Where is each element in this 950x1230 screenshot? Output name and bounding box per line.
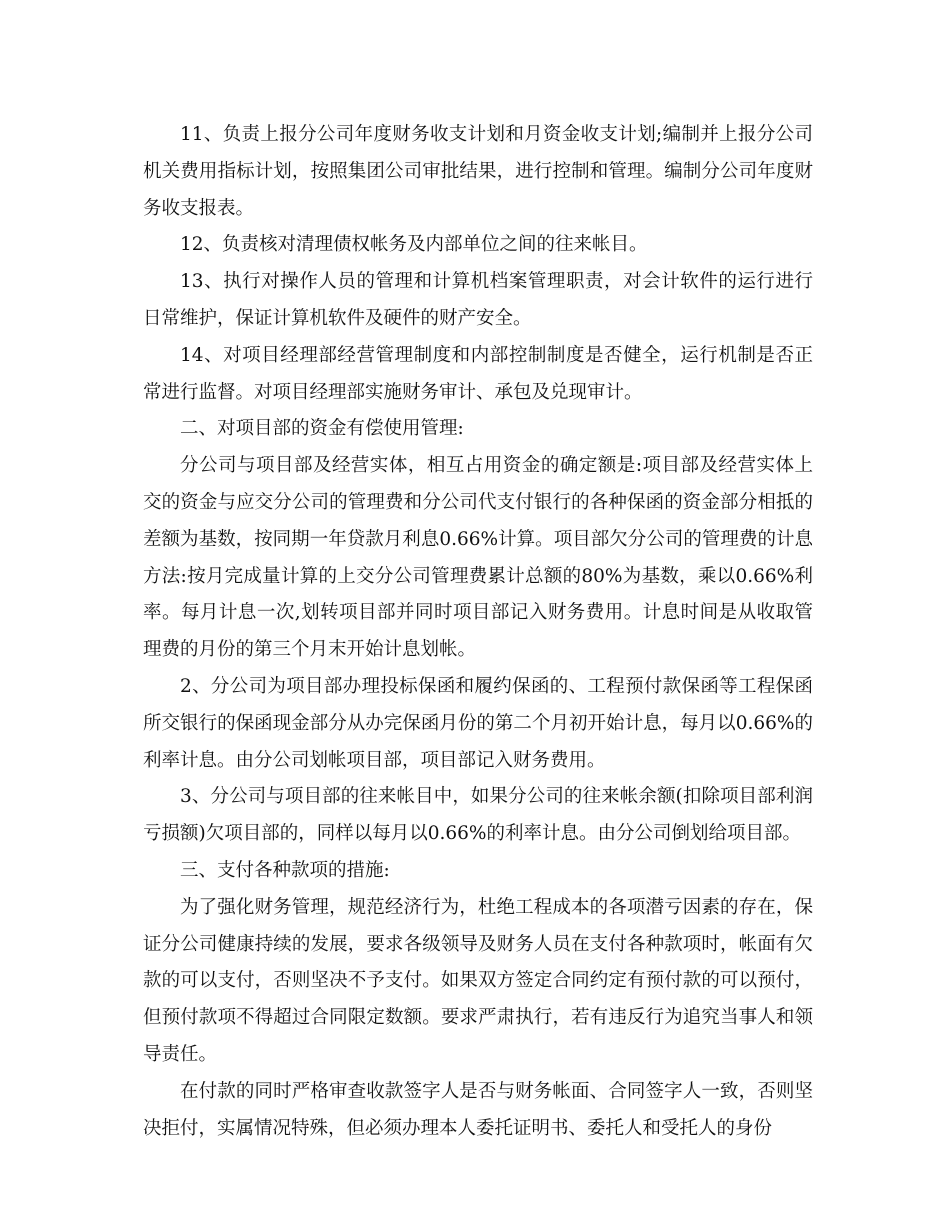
section-heading-payment-measures: 三、支付各种款项的措施: (180, 859, 390, 881)
paragraph-item-14: 14、对项目经理部经营管理制度和内部控制制度是否健全，运行机制是否正常进行监督。对项目经理部实施财务审计、承包及兑现审计。 (143, 344, 813, 403)
paragraph-signatory-check: 在付款的同时严格审查收款签字人是否与财务帐面、合同签字人一致，否则坚决拒付，实属情况特殊，但必须办理本人委托证明书、委托人和受托人的身份 (143, 1080, 813, 1139)
paragraph-payment-control: 为了强化财务管理，规范经济行为，杜绝工程成本的各项潜亏因素的存在，保证分公司健康持续的发展，要求各级领导及财务人员在支付各种款项时，帐面有欠款的可以支付，否则坚决不予支付。如果双方签定合同约定有预付款的可以预付，但预付款项不得超过合同限定数额。要求严肃执行，若有违反行为追究当事人和领导责任。 (143, 896, 813, 1065)
paragraph-item-11: 11、负责上报分公司年度财务收支计划和月资金收支计划;编制并上报分公司机关费用指标计划，按照集团公司审批结果，进行控制和管理。编制分公司年度财务收支报表。 (143, 124, 813, 219)
section-heading-capital-use: 二、对项目部的资金有偿使用管理: (180, 418, 464, 440)
paragraph-capital-occupation: 分公司与项目部及经营实体，相互占用资金的确定额是:项目部及经营实体上交的资金与应交分公司的管理费和分公司代支付银行的各种保函的资金部分相抵的差额为基数，按同期一年贷款月利息0.66%计算。项目部欠分公司的管理费的计息方法:按月完成量计算的上交分公司管理费累计总额的80%为基数，乘以0.66%利率。每月计息一次,划转项目部并同时项目部记入财务费用。计息时间是从收取管理费的月份的第三个月末开始计息划帐。 (143, 455, 813, 661)
paragraph-guarantee-interest: 2、分公司为项目部办理投标保函和履约保函的、工程预付款保函等工程保函所交银行的保函现金部分从办完保函月份的第二个月初开始计息，每月以0.66%的利率计息。由分公司划帐项目部，项目部记入财务费用。 (143, 675, 813, 771)
paragraph-item-12: 12、负责核对清理债权帐务及内部单位之间的往来帐目。 (180, 234, 648, 256)
paragraph-account-interest: 3、分公司与项目部的往来帐目中，如果分公司的往来帐余额(扣除项目部利润亏损额)欠项目部的，同样以每月以0.66%的利率计息。由分公司倒划给项目部。 (143, 786, 813, 845)
paragraph-item-13: 13、执行对操作人员的管理和计算机档案管理职责，对会计软件的运行进行日常维护，保证计算机软件及硬件的财产安全。 (143, 271, 813, 329)
document-body (143, 117, 813, 1147)
